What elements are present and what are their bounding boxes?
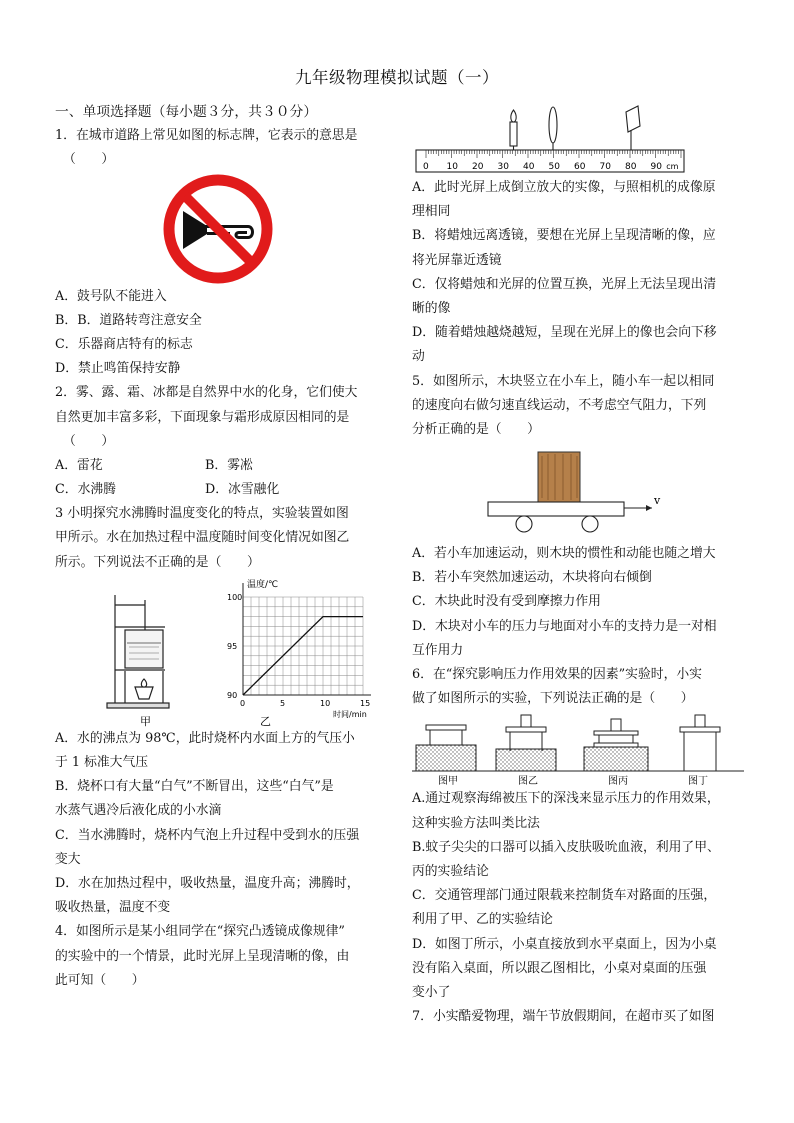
- x-tick-label: 15: [360, 698, 371, 708]
- q4-stem-line1: 4．如图所示是某小组同学在“探究凸透镜成像规律”: [55, 924, 345, 940]
- q4-option-c-line2: 晰的像: [412, 300, 451, 316]
- q5-option-a: A．若小车加速运动，则木块的惯性和动能也随之增大: [412, 546, 716, 562]
- section-heading: 一、单项选择题（每小题３分，共３０分）: [55, 104, 318, 120]
- q6-option-d-line3: 变小了: [412, 984, 451, 1000]
- q6-option-c-line2: 利用了甲、乙的实验结论: [412, 912, 553, 928]
- pressure-experiment-figure: [412, 711, 744, 787]
- right-column: [412, 100, 744, 1029]
- ruler-tick-label: 20: [472, 162, 484, 172]
- q6-option-a-line2: 这种实验方法叫类比法: [412, 815, 540, 831]
- y-tick-label: 100: [227, 592, 243, 602]
- q2-stem-line3: （ ）: [63, 433, 115, 449]
- q1-option-d: D．禁止鸣笛保持安静: [55, 361, 181, 377]
- x-tick-label: 10: [320, 698, 331, 708]
- ruler-tick-label: 80: [625, 162, 637, 172]
- q4-option-d-line2: 动: [412, 349, 425, 365]
- q4-option-a-line1: A．此时光屏上成倒立放大的实像，与照相机的成像原: [412, 180, 716, 195]
- q1-option-a: A．鼓号队不能进入: [55, 288, 167, 304]
- caption-yi: 图乙: [518, 776, 538, 788]
- figure-label-yi: 乙: [260, 714, 271, 727]
- y-tick-label: 90: [227, 690, 238, 700]
- q3-stem-line1: 3 小明探究水沸腾时温度变化的特点，实验装置如图: [55, 506, 349, 522]
- ruler-tick-label: 50: [548, 162, 560, 172]
- ruler-tick-label: 60: [574, 162, 586, 172]
- ruler-tick-label: 40: [523, 162, 535, 172]
- q6-option-a-line1: A.通过观察海绵被压下的深浅来显示压力的作用效果，: [412, 791, 720, 807]
- q4-stem-line2: 的实验中的一个情景，此时光屏上呈现清晰的像，由: [55, 948, 350, 964]
- boiling-apparatus: [107, 595, 169, 708]
- figure-label-jia: 甲: [140, 714, 151, 727]
- q3-stem-line3: 所示。下列说法不正确的是（ ）: [55, 554, 260, 570]
- q6-stem-line1: 6．在“探究影响压力作用效果的因素”实验时，小实: [412, 667, 702, 682]
- q2-stem-line1: 2．雾、露、霜、冰都是自然界中水的化身，它们使大: [55, 385, 358, 401]
- q3-option-b-line2: 水蒸气遇冷后液化成的小水滴: [55, 803, 222, 819]
- left-column: [55, 100, 385, 993]
- q4-option-b-line2: 将光屏靠近透镜: [412, 252, 502, 268]
- ruler-tick-label: 90: [650, 162, 662, 172]
- q5-stem-line1: 5．如图所示，木块竖立在小车上，随小车一起以相同: [412, 373, 715, 389]
- q6-option-d-line1: D．如图丁所示，小桌直接放到水平桌面上，因为小桌: [412, 936, 717, 952]
- x-axis-label: 时间/min: [333, 709, 367, 719]
- ruler-scale: [423, 150, 681, 172]
- caption-ding: 图丁: [688, 776, 708, 788]
- q5-option-c: C．木块此时没有受到摩擦力作用: [412, 594, 601, 610]
- q6-option-c-line1: C．交通管理部门通过限载来控制货车对路面的压强，: [412, 888, 717, 904]
- optical-bench-figure: [412, 100, 744, 176]
- q1-stem-line1: 1．在城市道路上常见如图的标志牌，它表示的意思是: [55, 128, 358, 144]
- no-horn-sign-icon: [55, 173, 385, 285]
- q5-option-d-line2: 互作用力: [412, 642, 464, 658]
- q2-options-row2: [55, 478, 385, 502]
- caption-jia: 图甲: [438, 776, 458, 788]
- x-tick-label: 5: [280, 698, 286, 708]
- boiling-apparatus-and-chart: [55, 575, 385, 727]
- boiling-figure: [55, 575, 385, 727]
- q6-option-b-line2: 丙的实验结论: [412, 863, 489, 879]
- q1-option-b: B．B．道路转弯注意安全: [55, 312, 202, 328]
- q3-option-a-line2: 于 1 标准大气压: [55, 755, 149, 770]
- q4-option-c-line1: C．仅将蜡烛和光屏的位置互换，光屏上无法呈现出清: [412, 276, 717, 292]
- q3-option-a-line1: A．水的沸点为 98℃，此时烧杯内水面上方的气压小: [55, 730, 355, 746]
- q3-option-c-line1: C．当水沸腾时，烧杯内气泡上升过程中受到水的压强: [55, 827, 360, 843]
- page-title: 九年级物理模拟试题（一）: [295, 68, 499, 87]
- q2-option-b: B．雾凇: [205, 457, 253, 473]
- temperature-chart: [227, 578, 371, 719]
- q1-option-c: C．乐器商店特有的标志: [55, 336, 193, 352]
- q4-stem-line3: 此可知（ ）: [55, 972, 145, 988]
- q4-option-b-line1: B．将蜡烛远离透镜，要想在光屏上呈现清晰的像，应: [412, 228, 716, 244]
- cart-figure: [412, 442, 744, 542]
- ruler-tick-label: 0: [423, 162, 429, 172]
- q3-option-d-line1: D．水在加热过程中，吸收热量，温度升高；沸腾时，: [55, 875, 360, 891]
- q6-stem-line2: 做了如图所示的实验，下列说法正确的是（ ）: [412, 691, 694, 707]
- q2-stem-line2: 自然更加丰富多彩，下面现象与霜形成原因相同的是: [55, 409, 350, 425]
- optical-bench: [412, 100, 744, 176]
- x-tick-label: 0: [240, 698, 246, 708]
- no-horn-sign-figure: [55, 173, 385, 285]
- q3-option-d-line2: 吸收热量，温度不变: [55, 900, 171, 916]
- q2-option-c: C．水沸腾: [55, 482, 116, 498]
- q1-stem-line2: （ ）: [63, 152, 115, 168]
- q5-stem-line3: 分析正确的是（ ）: [412, 421, 540, 437]
- q7-stem-line1: 7．小实酷爱物理，端午节放假期间，在超市买了如图: [412, 1009, 715, 1025]
- q2-option-d: D．冰雪融化: [205, 482, 280, 498]
- q3-option-b-line1: B．烧杯口有大量“白气”不断冒出，这些“白气”是: [55, 779, 334, 795]
- y-tick-label: 95: [227, 641, 238, 651]
- q4-option-d-line1: D．随着蜡烛越烧越短，呈现在光屏上的像也会向下移: [412, 325, 717, 341]
- caption-bing: 图丙: [608, 776, 628, 788]
- ruler-unit-label: cm: [666, 162, 679, 171]
- q3-stem-line2: 甲所示。水在加热过程中温度随时间变化情况如图乙: [55, 530, 350, 546]
- q6-option-d-line2: 没有陷入桌面，所以跟乙图相比，小桌对桌面的压强: [412, 960, 707, 976]
- q2-option-a: A．雷花: [55, 457, 103, 473]
- ruler-tick-label: 10: [446, 162, 458, 172]
- ruler-tick-label: 70: [599, 162, 611, 172]
- pressure-experiments: [412, 711, 744, 787]
- q5-stem-line2: 的速度向右做匀速直线运动，不考虑空气阻力，下列: [412, 397, 707, 413]
- q6-option-b-line1: B.蚊子尖尖的口器可以插入皮肤吸吮血液，利用了甲、: [412, 839, 720, 855]
- cart-with-block: [412, 442, 744, 542]
- q4-option-a-line2: 理相同: [412, 204, 451, 220]
- ruler-tick-label: 30: [497, 162, 509, 172]
- q2-options-row1: [55, 454, 385, 478]
- q5-option-d-line1: D．木块对小车的压力与地面对小车的支持力是一对相: [412, 618, 717, 634]
- velocity-label: v: [654, 494, 661, 508]
- q5-option-b: B．若小车突然加速运动，木块将向右倾倒: [412, 570, 652, 586]
- y-axis-label: 温度/℃: [247, 579, 279, 590]
- q3-option-c-line2: 变大: [55, 851, 81, 867]
